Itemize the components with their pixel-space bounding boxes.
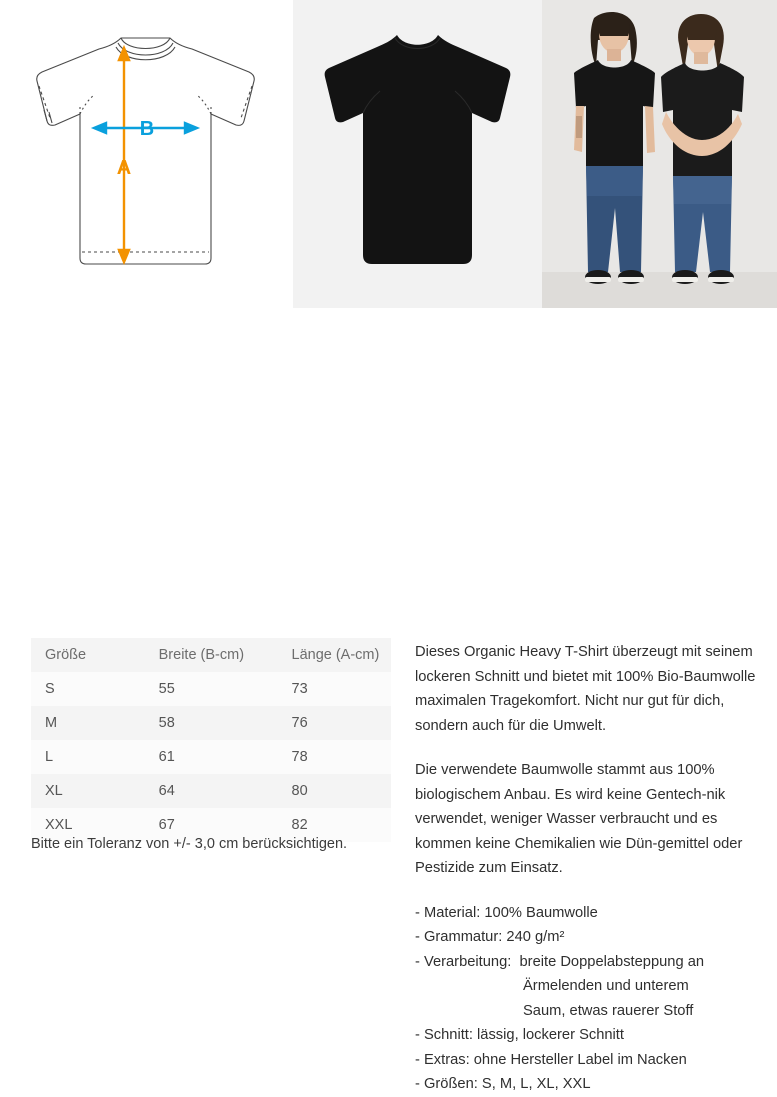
table-header-row xyxy=(31,638,391,672)
cell-length: 80 xyxy=(278,774,392,808)
cell-width: 67 xyxy=(145,808,278,842)
spec-grammatur: - Grammatur: 240 g/m² xyxy=(415,929,565,945)
header-width: Breite (B-cm) xyxy=(145,638,278,672)
cell-size: M xyxy=(31,706,145,740)
technical-drawing-cell xyxy=(0,0,293,308)
description-paragraph-2: Die verwendete Baumwolle stammt aus 100% biologischem Anbau. Es wird keine Gentech-nik verwendet, weniger Wasser verbraucht und es kommen keine Chemikalien wie Dün-gemittel oder Pestizide zum Einsatz. xyxy=(415,762,743,876)
spec-groessen: - Größen: S, M, L, XL, XXL xyxy=(415,1076,591,1092)
tshirt-technical-drawing-icon xyxy=(0,0,293,308)
header-size: Größe xyxy=(31,638,145,672)
spec-list xyxy=(415,901,760,1097)
size-table xyxy=(31,638,391,842)
models-wearing-tshirts-photo xyxy=(542,0,777,308)
cell-length: 82 xyxy=(278,808,392,842)
cell-size: L xyxy=(31,740,145,774)
product-image-row xyxy=(0,0,777,308)
spec-material: - Material: 100% Baumwolle xyxy=(415,904,598,921)
product-photo-cell xyxy=(293,0,542,308)
measure-a-label: A xyxy=(116,157,132,179)
header-length: Länge (A-cm) xyxy=(278,638,392,672)
spec-verarbeitung: - Verarbeitung: breite Doppelabsteppung an xyxy=(415,953,705,970)
description-column xyxy=(415,640,760,1097)
cell-width: 55 xyxy=(145,672,278,706)
cell-length: 73 xyxy=(278,672,392,706)
spec-verarbeitung-line2: Ärmelenden und unterem xyxy=(523,978,689,994)
spec-schnitt: - Schnitt: lässig, lockerer Schnitt xyxy=(415,1027,624,1043)
description-paragraph-1: Dieses Organic Heavy T-Shirt überzeugt mit seinem lockeren Schnitt und bietet mit 100% Bio-Baumwolle maximalen Tragekomfort. Nicht nur gut für dich, sondern auch für die Umwelt. xyxy=(415,644,756,734)
cell-length: 76 xyxy=(278,706,392,740)
cell-size: S xyxy=(31,672,145,706)
tolerance-note: Bitte ein Toleranz von +/- 3,0 cm berücksichtigen. xyxy=(31,836,348,852)
cell-width: 64 xyxy=(145,774,278,808)
table-row xyxy=(31,706,391,740)
cell-width: 58 xyxy=(145,706,278,740)
black-tshirt-photo xyxy=(293,0,542,308)
spec-verarbeitung-line3: Saum, etwas rauerer Stoff xyxy=(523,1002,694,1019)
cell-size: XL xyxy=(31,774,145,808)
measure-b-label: B xyxy=(139,118,155,140)
table-row xyxy=(31,774,391,808)
table-row xyxy=(31,740,391,774)
model-photo-cell xyxy=(542,0,777,308)
cell-length: 78 xyxy=(278,740,392,774)
cell-width: 61 xyxy=(145,740,278,774)
spec-extras: - Extras: ohne Hersteller Label im Nacken xyxy=(415,1051,687,1068)
size-table-wrapper xyxy=(31,638,391,842)
cell-size: XXL xyxy=(31,808,145,842)
table-row xyxy=(31,672,391,706)
